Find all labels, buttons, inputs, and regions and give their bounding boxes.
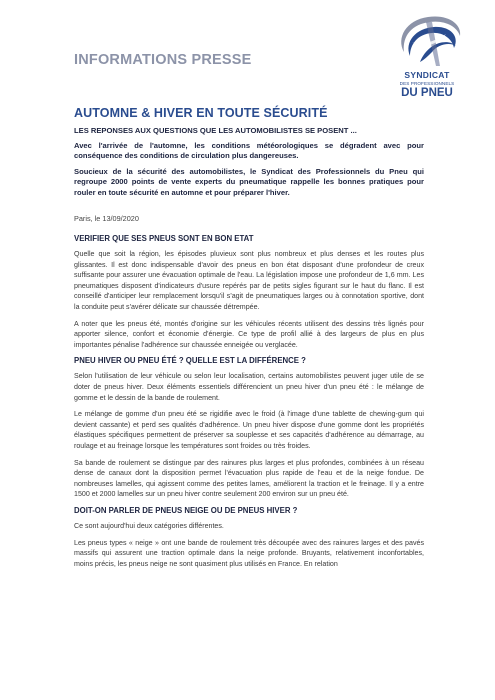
document-title: AUTOMNE & HIVER EN TOUTE SÉCURITÉ xyxy=(74,106,328,120)
document-date: Paris, le 13/09/2020 xyxy=(74,214,139,224)
document-subtitle: LES REPONSES AUX QUESTIONS QUE LES AUTOMOBILISTES SE POSENT ... xyxy=(74,126,357,135)
body-paragraph: Selon l'utilisation de leur véhicule ou selon leur localisation, certains automobilistes peuvent juger utile de se doter de pneus hiver. Deux éléments essentiels différencient un pneu hiver d'un pneu été : le mélange de gomme et le dessin de la bande de roulement. xyxy=(74,372,424,402)
body-paragraph: Sa bande de roulement se distingue par des rainures plus larges et plus profondes, combinées à un réseau dense de canaux dont la disposition permet l'évacuation plus rapide de l'eau et de la neige fondue. De nombreuses lamelles, qui agissent comme des petites lames, améliorent la traction et le freinage. Il y a entre 1500 et 2000 lamelles sur un pneu hiver contre seulement 200 environ sur un pneu été. xyxy=(74,458,424,499)
body-paragraph: Le mélange de gomme d'un pneu été se rigidifie avec le froid (à l'image d'une tablette de chewing-gum qui devient cassante) et perd ses qualités d'adhérence. Un pneu hiver dispose d'une gomme dont les propriétés élastiques spécifiques permettent de préserver sa souplesse et ses capacités d'adhérence au démarrage, au roulage et au freinage lorsque les températures sont froides ou très froides. xyxy=(74,410,424,450)
body-paragraph: Quelle que soit la région, les épisodes pluvieux sont plus nombreux et plus denses et les routes plus glissantes. Il est donc indispensable d'avoir des pneus en bon état disposant d'une profondeur de creux suffisante pour assurer une évacuation optimale de l'eau. La législation impose une profondeur de 1,6 mm. Les pneumatiques disposent d'indicateurs d'usure repérés par de petits sigles figurant sur le haut du flanc. Il est conseillé d'anticiper leur remplacement lorsqu'il s'agit de pneumatiques larges ou à connotation sportive, dont la conduite peut s'avérer délicate sur chaussée détrempée. xyxy=(74,250,424,311)
body-paragraph: Les pneus types « neige » ont une bande de roulement très découpée avec des rainures larges et des pavés massifs qui assurent une traction optimale dans la neige profonde. Bruyants, relativement inconfortables, moins précis, les pneus neige ne sont quasiment plus utilisés en France. En relation xyxy=(74,538,424,568)
intro-paragraph: Soucieux de la sécurité des automobilistes, le Syndicat des Professionnels du Pneu qui regroupe 2000 points de vente experts du pneumatique rappelle les bonnes pratiques pour rouler en toute sécurité en automne et pour préparer l'hiver. xyxy=(74,166,424,197)
section-heading: DOIT-ON PARLER DE PNEUS NEIGE OU DE PNEUS HIVER ? xyxy=(74,505,298,515)
tyre-swoosh-icon xyxy=(390,12,468,70)
intro-paragraph: Avec l'arrivée de l'automne, les conditions météorologiques se dégradent avec pour conséquence des conditions de circulation plus dangereuses. xyxy=(74,141,424,161)
section-heading: PNEU HIVER OU PNEU ÉTÉ ? QUELLE EST LA DIFFÉRENCE ? xyxy=(74,356,306,366)
body-paragraph: A noter que les pneus été, montés d'origine sur les véhicules récents utilisent des dessins très lignés pour apporter silence, confort et économie d'énergie. Ce type de profil allié à des largeurs de plus en plus importantes pénalise l'adhérence sur chaussée enneigée ou verglacée. xyxy=(74,319,424,349)
syndicat-logo xyxy=(384,12,470,104)
logo-line-du-pneu: DU PNEU xyxy=(401,87,453,99)
header-title: INFORMATIONS PRESSE xyxy=(74,52,252,68)
body-paragraph: Ce sont aujourd'hui deux catégories différentes. xyxy=(74,521,224,530)
document-body xyxy=(74,106,424,575)
logo-line-syndicat: SYNDICAT xyxy=(404,70,450,80)
logo-line-professionnels: DES PROFESSIONNELS xyxy=(399,81,455,86)
section-heading: VERIFIER QUE SES PNEUS SONT EN BON ETAT xyxy=(74,234,254,244)
